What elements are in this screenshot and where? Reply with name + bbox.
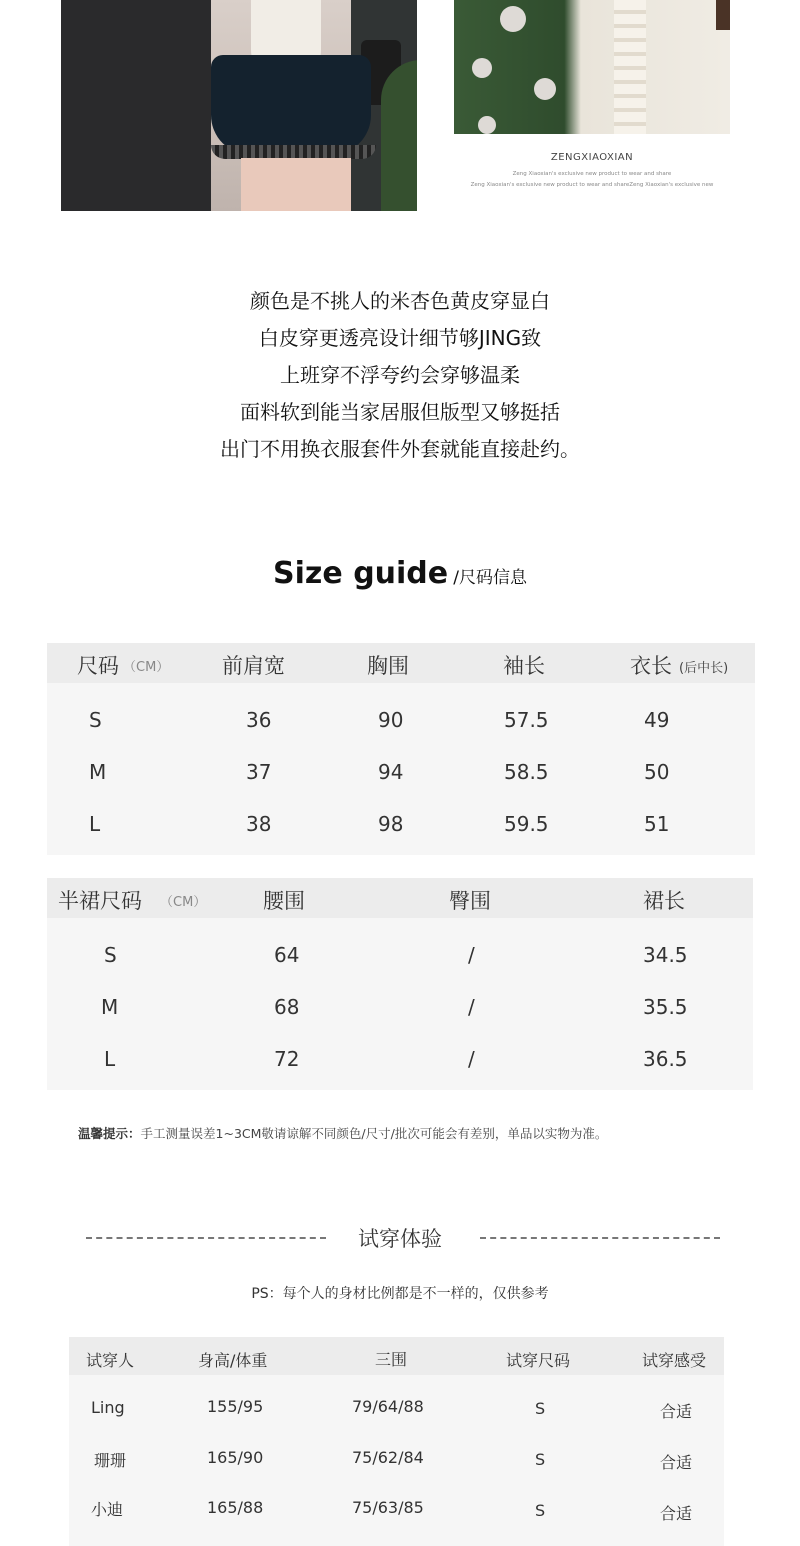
cell-waist: 64 [274,943,300,967]
cell-shoulder: 38 [246,812,272,836]
cell-sleeve: 58.5 [504,760,549,784]
cell-size: M [101,995,119,1019]
cell-try-size: S [535,1450,546,1469]
description-line: 出门不用换衣服套件外套就能直接赴约。 [220,437,580,461]
header-skirt-length: 裙长 [643,889,685,913]
cell-size: L [89,812,101,836]
header-unit: （CM） [160,895,207,910]
photo-tree [381,60,417,211]
top-size-table [47,643,755,855]
photo-ornament [500,6,526,32]
notice-label: 温馨提示： [78,1126,141,1141]
brand-tagline-2: Zeng Xiaoxian's exclusive new product to wear and shareZeng Xiaoxian's exclusive new [470,182,714,188]
cell-chest: 98 [378,812,404,836]
header-sleeve: 袖长 [503,654,545,678]
cell-try-size: S [535,1501,546,1520]
description-line: 上班穿不浮夸约会穿够温柔 [280,363,520,387]
cell-waist: 68 [274,995,300,1019]
cell-length: 51 [644,812,670,836]
cell-size: S [104,943,117,967]
cell-height-weight: 155/95 [207,1397,264,1416]
product-photo-right [454,0,730,134]
photo-skirt [211,55,371,155]
divider-right [480,1237,720,1239]
size-guide-subheading: /尺码信息 [453,568,527,588]
brand-name: ZENGXIAOXIAN [550,152,634,163]
cell-person: Ling [91,1398,125,1417]
top-table-header [47,643,755,683]
header-length-note: (后中长) [679,661,729,676]
photo-lace [211,145,376,159]
cell-sleeve: 59.5 [504,812,549,836]
cell-measurements: 79/64/88 [352,1397,424,1416]
cell-height-weight: 165/88 [207,1498,264,1517]
header-waist: 腰围 [263,889,305,913]
description-line: 面料软到能当家居服但版型又够挺括 [240,400,560,424]
cell-measurements: 75/62/84 [352,1448,424,1467]
brand-tagline: Zeng Xiaoxian's exclusive new product to wear and share [512,171,672,177]
cell-hip: / [468,943,475,967]
header-unit: （CM） [123,660,170,675]
cell-feeling: 合适 [660,1453,693,1472]
cell-person: 小迪 [91,1500,124,1519]
photo-ornament [472,58,492,78]
header-hip: 臀围 [449,889,491,913]
header-height-weight: 身高/体重 [198,1351,268,1370]
header-measurements: 三围 [375,1350,408,1369]
photo-ornament [534,78,556,100]
cell-size: L [104,1047,116,1071]
try-on-header [69,1337,724,1375]
notice-text: 手工测量误差1~3CM敬请谅解不同颜色/尺寸/批次可能会有差别，单品以实物为准。 [140,1126,608,1141]
cell-feeling: 合适 [660,1402,693,1421]
cell-person: 珊珊 [94,1451,127,1470]
photo-ornament [478,116,496,134]
try-on-title: 试穿体验 [358,1227,442,1251]
product-photo-left [61,0,417,211]
header-length: 衣长 [630,654,672,678]
cell-sleeve: 57.5 [504,708,549,732]
cell-shoulder: 37 [246,760,272,784]
try-on-body [69,1375,724,1546]
cell-size: S [89,708,102,732]
cell-shoulder: 36 [246,708,272,732]
header-feeling: 试穿感受 [642,1351,707,1370]
cell-waist: 72 [274,1047,300,1071]
cell-height-weight: 165/90 [207,1448,264,1467]
cell-hip: / [468,995,475,1019]
top-table-body [47,683,755,855]
header-shoulder: 前肩宽 [222,654,285,678]
cell-skirt-length: 35.5 [643,995,688,1019]
size-notice [78,1124,607,1142]
photo-legs [241,158,351,211]
description-line: 颜色是不挑人的米杏色黄皮穿显白 [250,289,550,313]
cell-length: 50 [644,760,670,784]
cell-skirt-length: 36.5 [643,1047,688,1071]
cell-chest: 94 [378,760,404,784]
skirt-table-header [47,878,753,918]
cell-chest: 90 [378,708,404,732]
header-try-size: 试穿尺码 [506,1351,571,1370]
cell-length: 49 [644,708,670,732]
photo-door [61,0,211,211]
skirt-table-body [47,918,753,1090]
description-line: 白皮穿更透亮设计细节够JING致 [258,326,542,350]
size-guide-title [0,556,800,591]
header-skirt-size: 半裙尺码 [58,889,142,913]
cell-skirt-length: 34.5 [643,943,688,967]
cell-hip: / [468,1047,475,1071]
header-person: 试穿人 [86,1351,135,1370]
photo-hair [716,0,730,30]
header-size: 尺码 [77,654,119,678]
skirt-size-table [47,878,753,1090]
try-on-table [69,1337,724,1546]
photo-ruffle [614,0,646,134]
try-on-ps: PS：每个人的身材比例都是不一样的，仅供参考 [251,1286,549,1302]
cell-feeling: 合适 [660,1504,693,1523]
header-chest: 胸围 [367,654,409,678]
size-guide-heading: Size guide [273,556,449,591]
cell-size: M [89,760,107,784]
cell-try-size: S [535,1399,546,1418]
cell-measurements: 75/63/85 [352,1498,424,1517]
